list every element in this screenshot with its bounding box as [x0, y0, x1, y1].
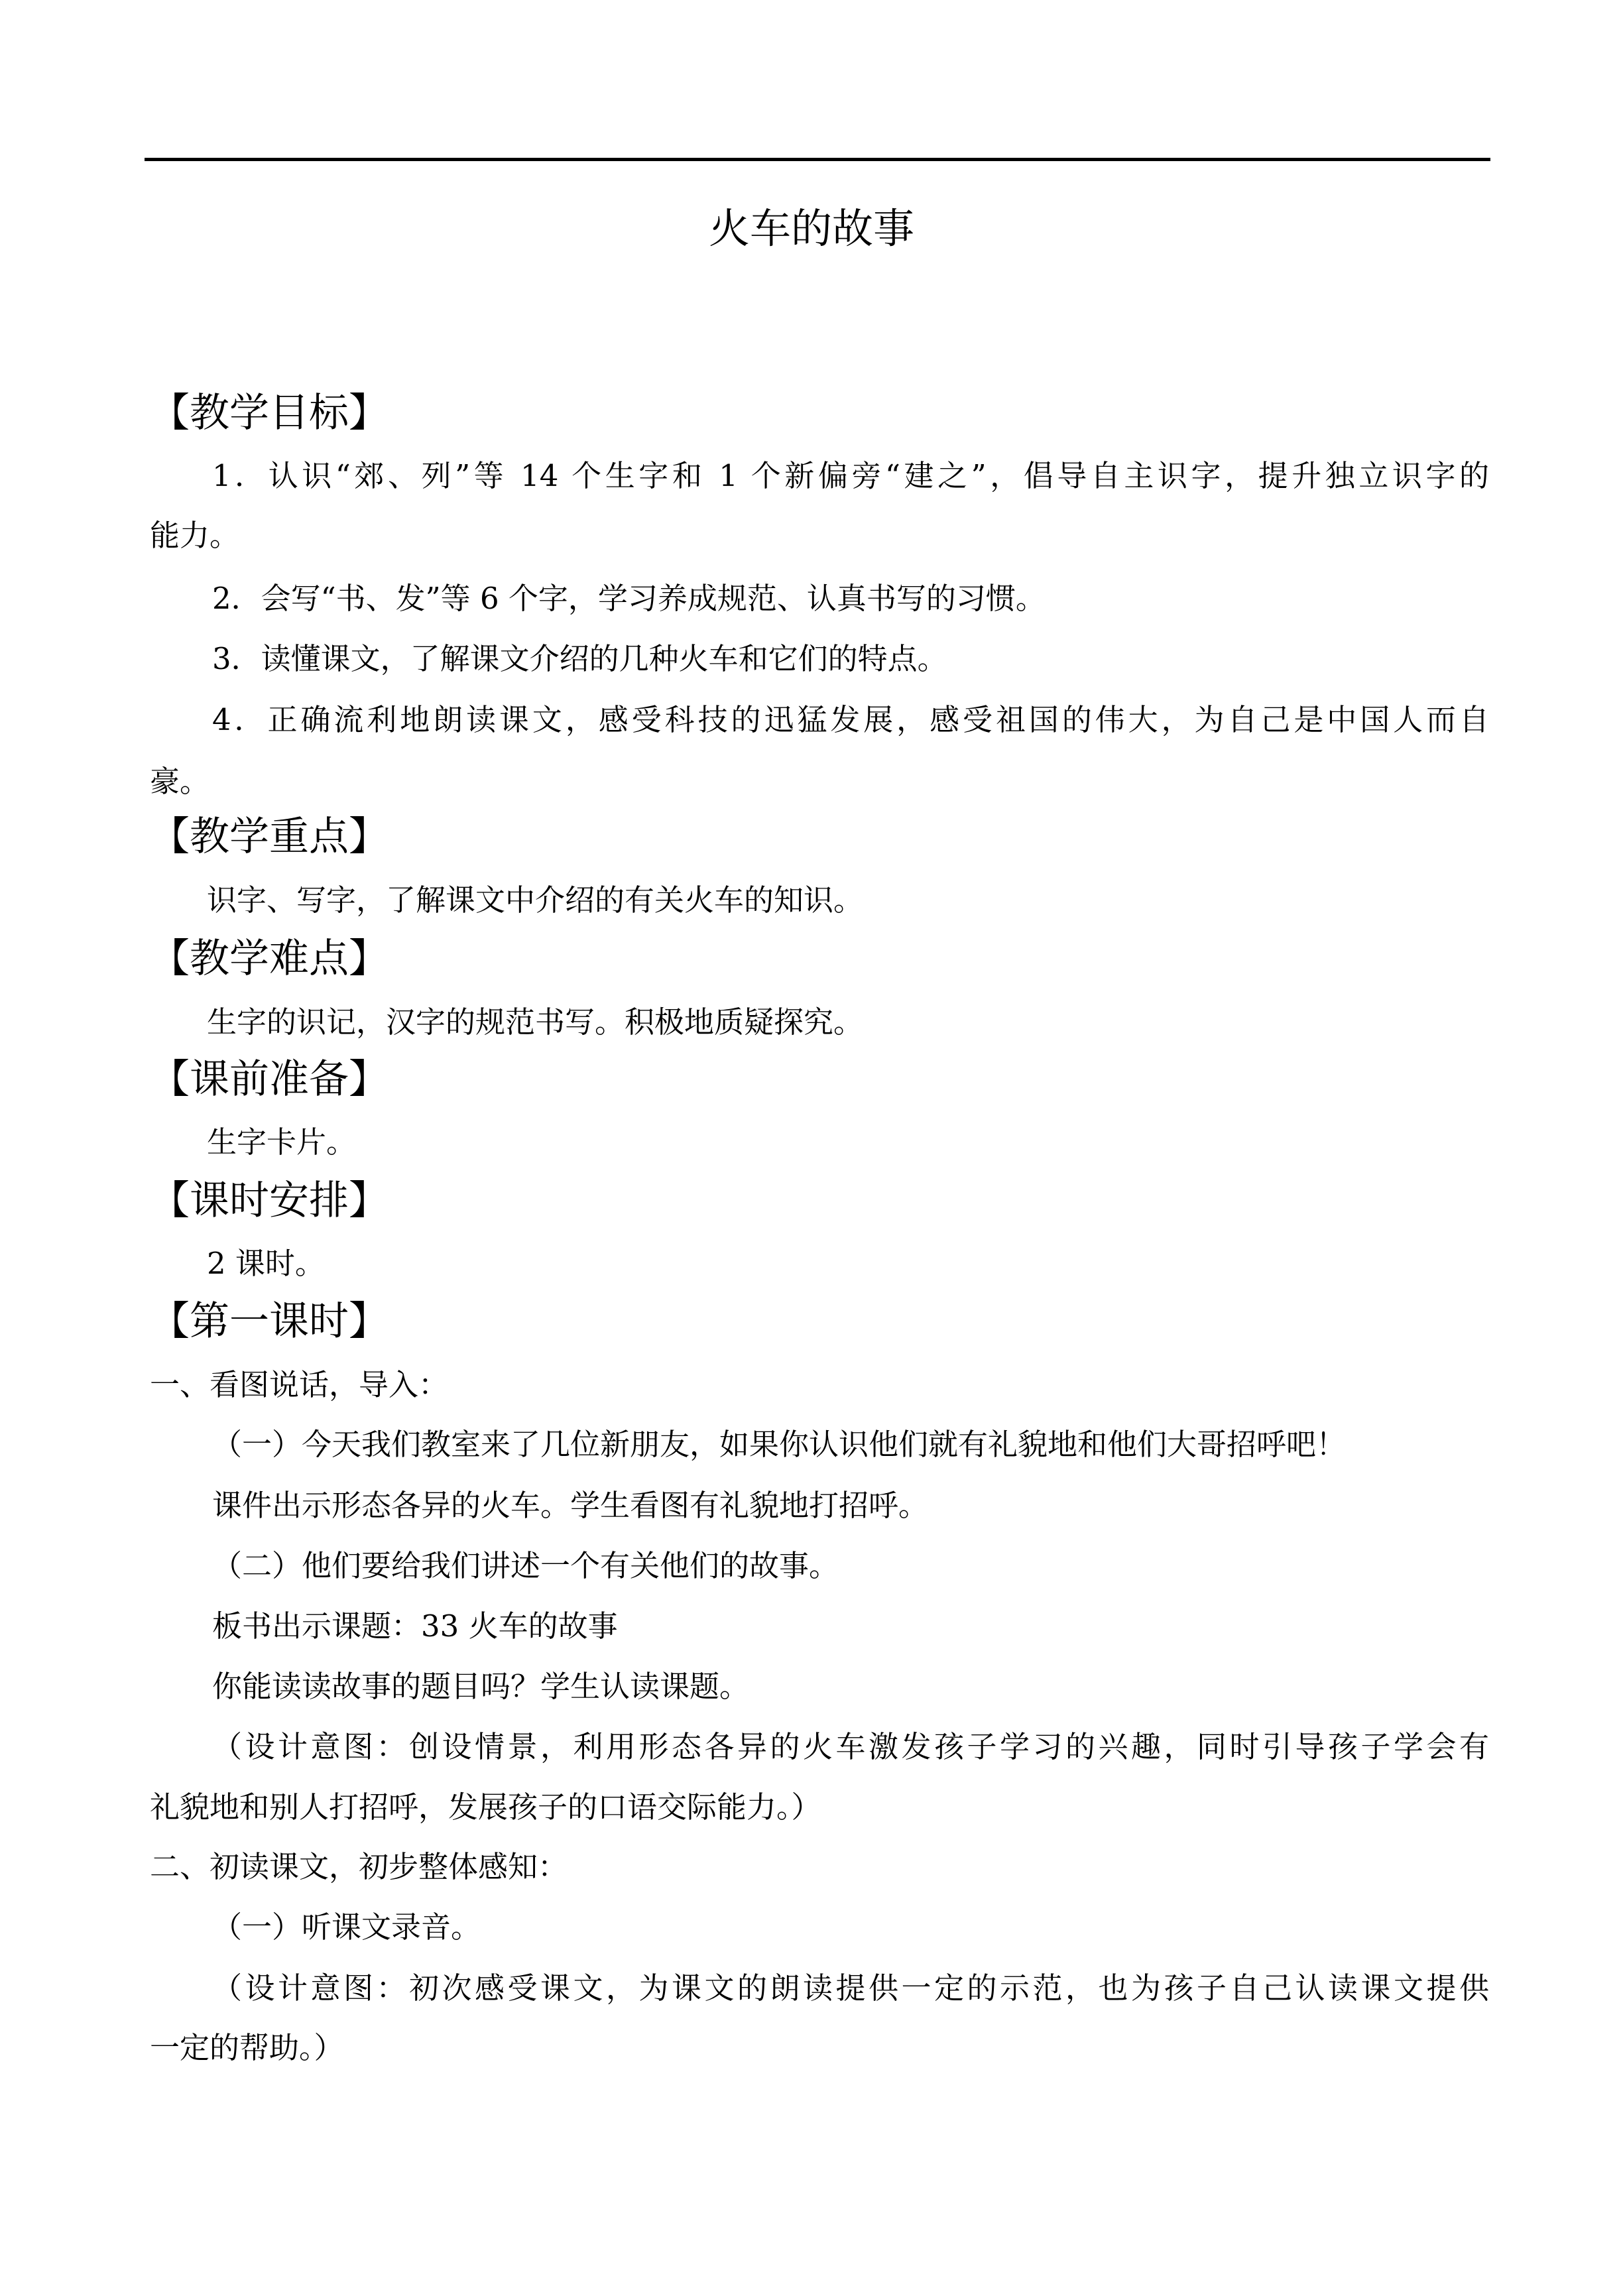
section-2-paragraph-2-line-1: （设计意图：初次感受课文，为课文的朗读提供一定的示范，也为孩子自己认读课文提供: [212, 1970, 1489, 2006]
heading-key-points: 【教学重点】: [150, 814, 389, 860]
key-points-text: 识字、写字，了解课文中介绍的有关火车的知识。: [207, 882, 864, 918]
heading-preparation: 【课前准备】: [150, 1056, 389, 1103]
section-1-paragraph-6-line-1: （设计意图：创设情景，利用形态各异的火车激发孩子学习的兴趣，同时引导孩子学会有: [212, 1729, 1489, 1764]
section-1-title: 一、看图说话，导入：: [150, 1367, 449, 1402]
document-title: 火车的故事: [708, 204, 914, 253]
objective-1-line-2: 能力。: [150, 518, 240, 553]
objective-4-line-2: 豪。: [150, 764, 210, 799]
section-1-paragraph-5: 你能读读故事的题目吗？学生认读课题。: [212, 1669, 750, 1704]
heading-schedule: 【课时安排】: [150, 1178, 389, 1224]
header-rule: [145, 158, 1490, 161]
section-2-title: 二、初读课文，初步整体感知：: [150, 1849, 568, 1884]
preparation-text: 生字卡片。: [207, 1124, 357, 1160]
objective-2: 2．会写“书、发”等 6 个字，学习养成规范、认真书写的习惯。: [212, 581, 1046, 616]
objective-3: 3．读懂课文，了解课文介绍的几种火车和它们的特点。: [212, 641, 947, 676]
section-2-paragraph-1: （一）听课文录音。: [212, 1909, 481, 1945]
schedule-text: 2 课时。: [207, 1246, 325, 1281]
heading-first-lesson: 【第一课时】: [150, 1298, 389, 1345]
section-2-paragraph-2-line-2: 一定的帮助。）: [150, 2030, 344, 2065]
section-1-paragraph-1: （一）今天我们教室来了几位新朋友，如果你认识他们就有礼貌地和他们大哥招呼吧！: [212, 1427, 1347, 1462]
heading-difficulties: 【教学难点】: [150, 936, 389, 982]
section-1-paragraph-6-line-2: 礼貌地和别人打招呼，发展孩子的口语交际能力。）: [150, 1789, 821, 1825]
section-1-paragraph-4: 板书出示课题：33 火车的故事: [212, 1608, 618, 1644]
section-1-paragraph-2: 课件出示形态各异的火车。学生看图有礼貌地打招呼。: [212, 1488, 929, 1523]
heading-objectives: 【教学目标】: [150, 390, 389, 436]
objective-1-line-1: 1．认识“郊、列”等 14 个生字和 1 个新偏旁“建之”，倡导自主识字，提升独立识字的: [212, 458, 1489, 493]
difficulties-text: 生字的识记，汉字的规范书写。积极地质疑探究。: [207, 1004, 864, 1040]
objective-4-line-1: 4．正确流利地朗读课文，感受科技的迅猛发展，感受祖国的伟大，为自己是中国人而自: [212, 702, 1489, 737]
section-1-paragraph-3: （二）他们要给我们讲述一个有关他们的故事。: [212, 1548, 839, 1583]
